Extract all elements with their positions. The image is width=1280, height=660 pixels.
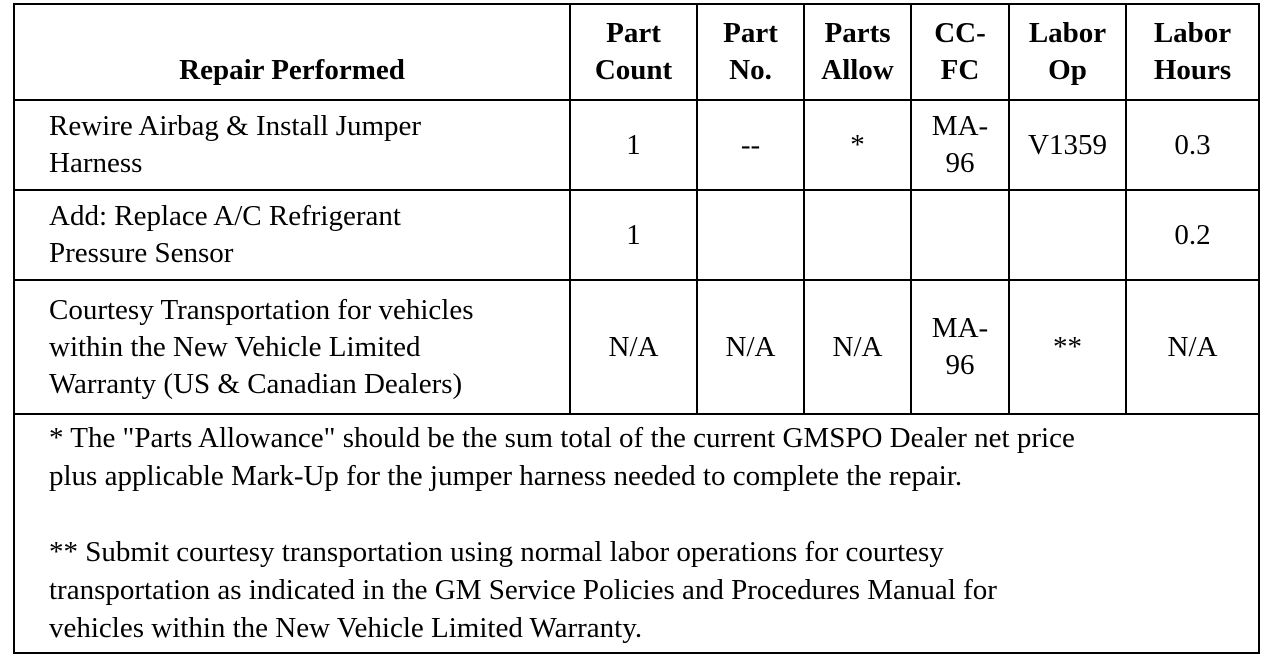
repair-performed-cell: Rewire Airbag & Install Jumper Harness	[14, 100, 570, 190]
header-part-no: Part No.	[697, 4, 804, 100]
cc-fc-cell	[911, 190, 1009, 280]
cc-fc-cell: MA- 96	[911, 280, 1009, 414]
labor-op-cell: V1359	[1009, 100, 1126, 190]
repair-performed-cell: Add: Replace A/C Refrigerant Pressure Sensor	[14, 190, 570, 280]
header-parts-allow: Parts Allow	[804, 4, 911, 100]
repair-performed-cell: Courtesy Transportation for vehicles within the New Vehicle Limited Warranty (US & Canadian Dealers)	[14, 280, 570, 414]
table-row	[14, 280, 1259, 414]
cc-fc-cell: MA- 96	[911, 100, 1009, 190]
table-header-row	[14, 4, 1259, 100]
header-repair-performed: Repair Performed	[14, 4, 570, 100]
header-cc-fc: CC- FC	[911, 4, 1009, 100]
part-no-cell: --	[697, 100, 804, 190]
parts-allow-cell: N/A	[804, 280, 911, 414]
part-count-cell: 1	[570, 190, 697, 280]
labor-operation-table	[13, 3, 1260, 654]
header-labor-op: Labor Op	[1009, 4, 1126, 100]
part-count-cell: N/A	[570, 280, 697, 414]
header-part-count: Part Count	[570, 4, 697, 100]
parts-allowance-footnote: * The "Parts Allowance" should be the sum total of the current GMSPO Dealer net price plus applicable Mark-Up for the jumper harness needed to complete the repair.	[49, 422, 1075, 492]
labor-hours-cell: 0.3	[1126, 100, 1259, 190]
header-labor-hours: Labor Hours	[1126, 4, 1259, 100]
notes-row	[14, 414, 1259, 653]
note-spacer	[49, 495, 1238, 533]
courtesy-transportation-footnote: ** Submit courtesy transportation using normal labor operations for courtesy transportation as indicated in the GM Service Policies and Procedures Manual for vehicles within the New Vehicle Limited Warranty.	[49, 536, 997, 644]
part-count-cell: 1	[570, 100, 697, 190]
table-row	[14, 100, 1259, 190]
footnotes-cell	[14, 414, 1259, 653]
parts-allow-cell: *	[804, 100, 911, 190]
parts-allow-cell	[804, 190, 911, 280]
labor-hours-cell: 0.2	[1126, 190, 1259, 280]
labor-op-cell: **	[1009, 280, 1126, 414]
labor-op-cell	[1009, 190, 1126, 280]
part-no-cell	[697, 190, 804, 280]
table-row	[14, 190, 1259, 280]
labor-hours-cell: N/A	[1126, 280, 1259, 414]
part-no-cell: N/A	[697, 280, 804, 414]
